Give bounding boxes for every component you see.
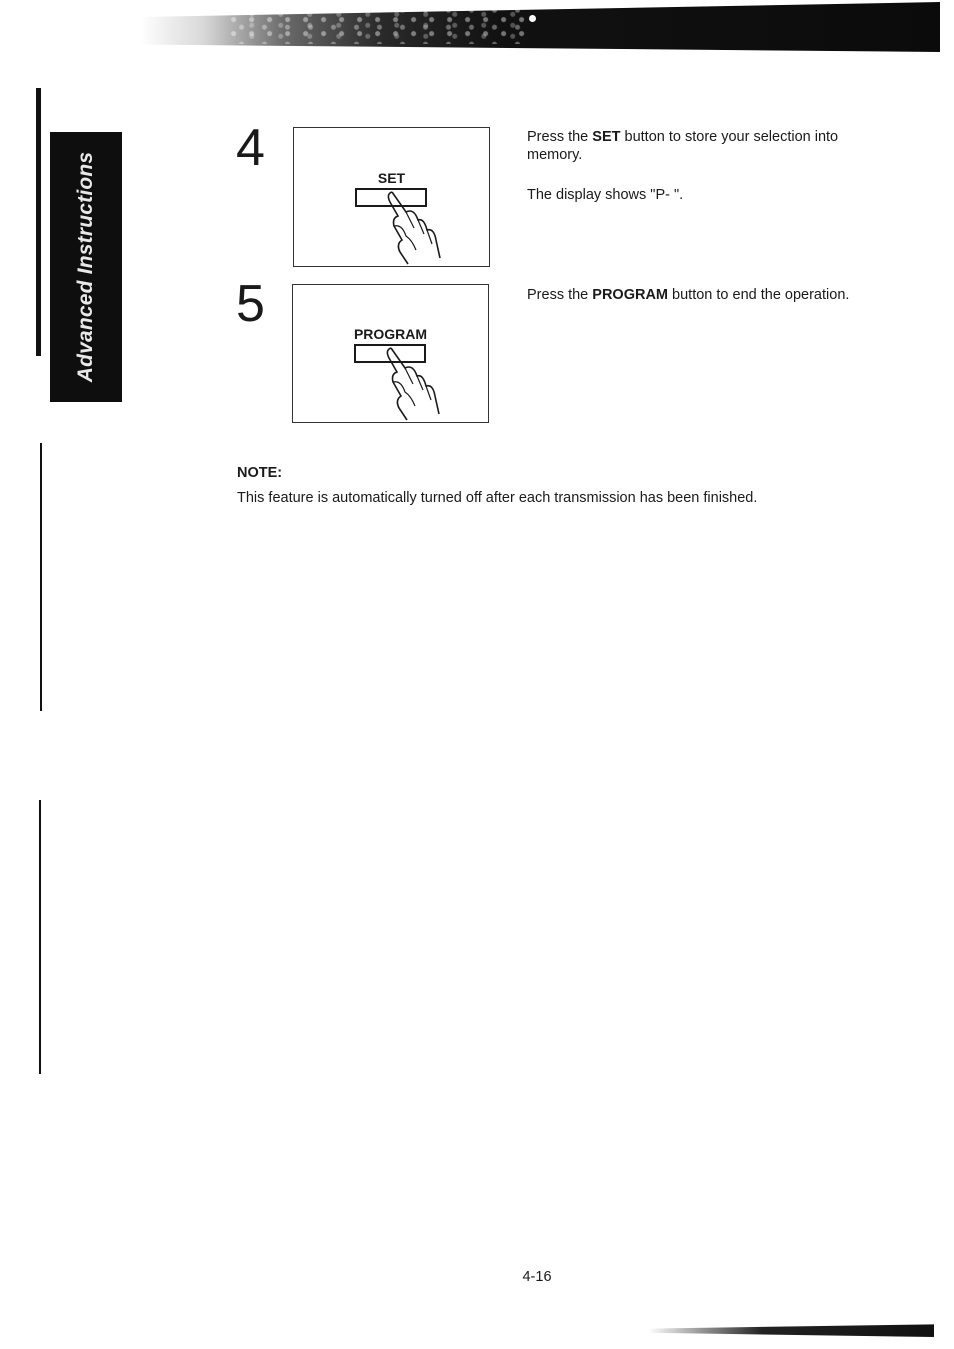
step-4-number: 4 <box>236 119 265 177</box>
set-button-label: SET <box>377 170 406 186</box>
set-keyword: SET <box>592 129 621 145</box>
page-number: 4-16 <box>522 1269 552 1285</box>
header-speckle <box>230 0 530 44</box>
note-text: This feature is automatically turned off after each transmission has been finished. <box>237 490 758 506</box>
section-tab <box>50 132 122 402</box>
step-4-instruction: Press the SET button to store your selection into memory. <box>527 129 839 163</box>
step-5-instruction: Press the PROGRAM button to end the operation. <box>527 287 850 303</box>
hand-pressing-button-icon <box>293 285 488 422</box>
step-4-illustration <box>293 127 490 267</box>
step-5-illustration <box>292 284 489 423</box>
margin-line-upper <box>36 88 41 356</box>
program-keyword: PROGRAM <box>592 287 669 303</box>
note-label: NOTE: <box>237 465 283 481</box>
section-tab-label: Advanced Instructions <box>74 151 97 383</box>
footer-band <box>648 1323 934 1337</box>
hand-pressing-button-icon <box>294 128 489 266</box>
step-4-display-note: The display shows "P- ". <box>527 187 684 203</box>
margin-line-middle <box>40 443 42 711</box>
program-button-label: PROGRAM <box>353 326 428 342</box>
margin-line-lower <box>39 800 41 1074</box>
header-bullet-icon <box>529 15 536 22</box>
step-5-number: 5 <box>236 275 265 333</box>
